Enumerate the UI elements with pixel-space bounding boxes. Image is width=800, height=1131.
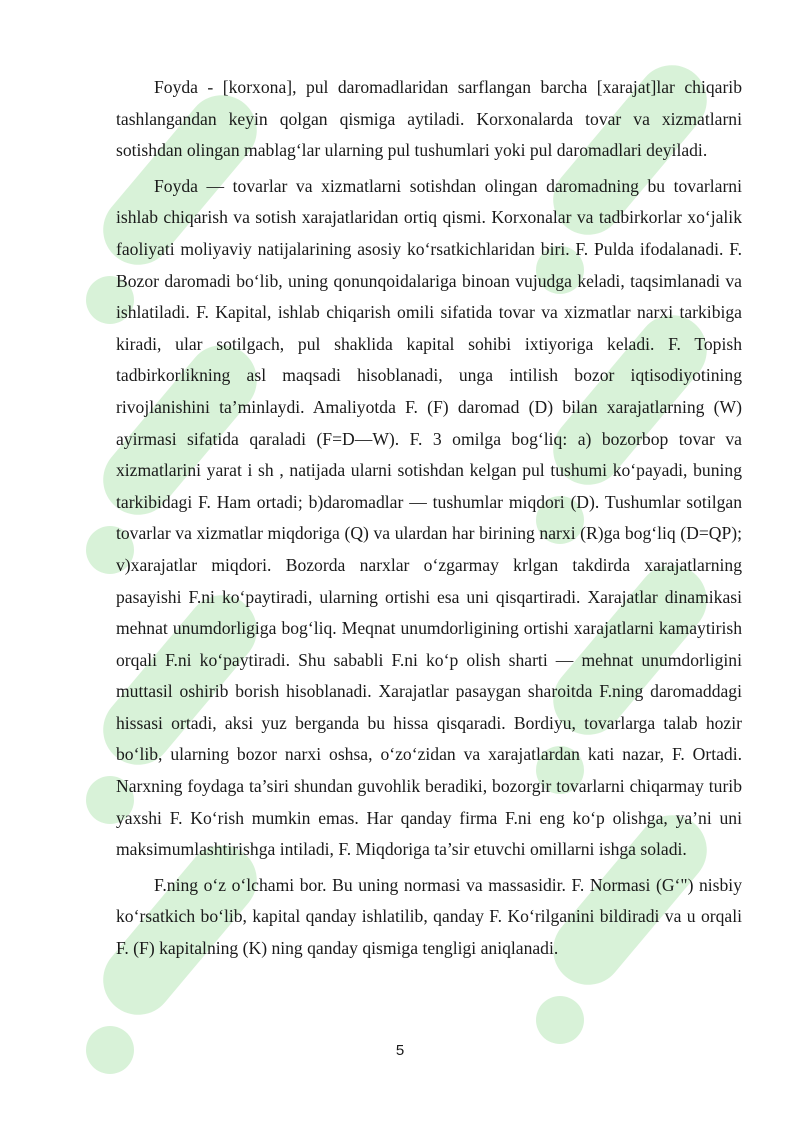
paragraph-1: Foyda - [korxona], pul daromadlaridan sarflangan barcha [xarajat]lar chiqarib tashlangandan keyin qolgan qismiga aytiladi. Korxonalarda tovar va xizmatlarni sotishdan olingan mablag‘lar ularning pul tushumlari yoki pul daromadlari deyiladi. — [116, 77, 742, 161]
paragraph-2: Foyda — tovarlar va xizmatlarni sotishdan olingan daromadning bu tovarlarni ishlab chiqarish va sotish xarajatlaridan ortiq qismi. Korxonalar va tadbirkorlar xo‘jalik faoliyati moliyaviy natijalarining asosiy ko‘rsatkichlaridan biri. F. Pulda ifodalanadi. F. Bozor daromadi bo‘lib, uning qonunqoidalariga binoan vujudga keladi, taqsimlanadi va ishlatiladi. F. Kapital, ishlab chiqarish omili sifatida tovar va xizmatlar narxi tarkibiga kiradi, ular sotilgach, pul shaklida kapital sohibi ixtiyoriga keladi. F. Topish tadbirkorlikning asl maqsadi hisoblanadi, unga intilish bozor iqtisodiyotining rivojlanishini ta’minlaydi. Amaliyotda F. (F) daromad (D) bilan xarajatlarning (W) ayirmasi sifatida qaraladi (F=D—W). F. 3 omilga bog‘liq: a) bozorbop tovar va xizmatlarini yarat i sh , natijada ularni sotishdan kelgan pul tushumi ko‘payadi, buning tarkibidagi F. Ham ortadi; b)daromadlar — tushumlar miqdori (D). Tushumlar sotilgan tovarlar va xizmatlar miqdoriga (Q) va ulardan har birining narxi (R)ga bog‘liq (D=QP); v)xarajatlar miqdori. Bozorda narxlar o‘zgarmay krlgan takdirda xarajatlarning pasayishi F.ni ko‘paytiradi, ularning ortishi esa uni qisqartiradi. Xarajatlar dinamikasi mehnat unumdorligiga bog‘liq. Meqnat unumdorligining ortishi xarajatlarni kamaytirish orqali F.ni ko‘paytiradi. Shu sababli F.ni ko‘p olish sharti — mehnat unumdorligini muttasil oshirib borish hisoblanadi. Xarajatlar pasaygan sharoitda F.ning daromaddagi hissasi ortadi, aksi yuz berganda bu hissa qisqaradi. Bordiyu, tovarlarga talab hozir bo‘lib, ularning bozor narxi oshsa, o‘zo‘zidan va xarajatlardan kati nazar, F. Ortadi. Narxning foydaga ta’siri shundan guvohlik beradiki, bozorgir tovarlarni chiqarmay turib yaxshi F. Ko‘rish mumkin emas. Har qanday firma F.ni eng ko‘p olishga, ya’ni uni maksimumlashtirishga intiladi, F. Miqdoriga ta’sir etuvchi omillarni ishga soladi. — [116, 175, 742, 860]
paragraph-3: F.ning o‘z o‘lchami bor. Bu uning normasi va massasidir. F. Normasi (G‘") nisbiy ko‘rsatkich bo‘lib, kapital qanday ishlatilib, qanday F. Ko‘rilganini bildiradi va u orqali F. (F) kapitalning (K) ning qanday qismiga tengligi aniqlanadi. — [116, 874, 742, 959]
page-number: 5 — [395, 1042, 405, 1059]
document-body — [116, 72, 742, 965]
